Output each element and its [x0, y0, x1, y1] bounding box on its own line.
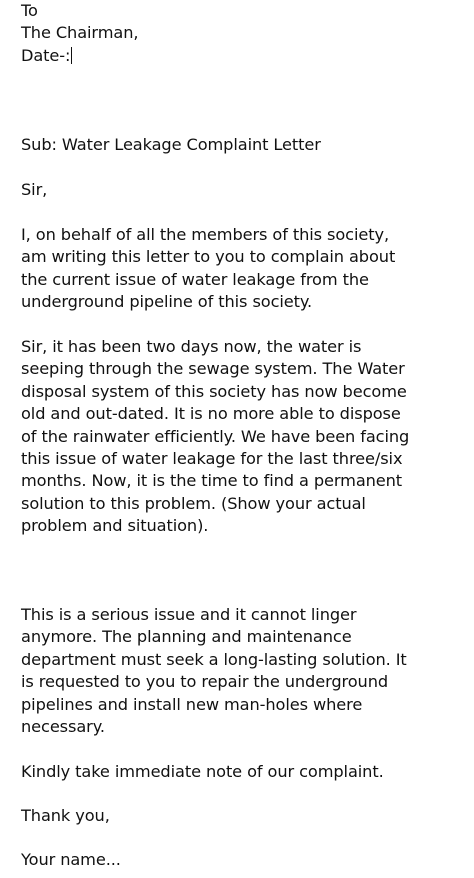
closing-request-text: Kindly take immediate note of our complaint. — [21, 762, 384, 781]
paragraph-2-line: seeping through the sewage system. The Water — [21, 359, 405, 379]
paragraph-3-line: anymore. The planning and maintenance — [21, 627, 352, 647]
address-date-line[interactable] — [21, 45, 466, 67]
text-cursor — [71, 47, 72, 64]
paragraph-3-line: is requested to you to repair the underground — [21, 672, 389, 692]
paragraph-2-line: Sir, it has been two days now, the water is — [21, 337, 362, 356]
paragraph-2-line: old and out-dated. It is no more able to dispose — [21, 404, 401, 424]
signature — [21, 849, 466, 871]
subject-line — [21, 134, 466, 156]
address-date: Date-: — [21, 45, 71, 65]
paragraph-2-line: disposal system of this society has now become — [21, 381, 407, 401]
closing-request — [21, 761, 466, 783]
paragraph-2-line: this issue of water leakage for the last three/six — [21, 449, 403, 469]
paragraph-3-line: necessary. — [21, 717, 105, 737]
paragraph-2-line: of the rainwater efficiently. We have been facing — [21, 426, 410, 446]
paragraph-3-line: pipelines and install new man-holes where — [21, 694, 363, 714]
subject-text: Sub: Water Leakage Complaint Letter — [21, 135, 321, 154]
paragraph-1 — [21, 224, 466, 314]
paragraph-3-line: department must seek a long-lasting solution. It — [21, 649, 407, 669]
paragraph-2-line: months. Now, it is the time to find a permanent — [21, 471, 403, 491]
sign-off-text: Thank you, — [21, 806, 110, 825]
paragraph-1-line: am writing this letter to you to complain about — [21, 247, 396, 267]
paragraph-3-line: This is a serious issue and it cannot linger — [21, 605, 357, 624]
paragraph-1-line: underground pipeline of this society. — [21, 292, 313, 312]
paragraph-1-line: I, on behalf of all the members of this society, — [21, 225, 390, 244]
sign-off — [21, 805, 466, 827]
paragraph-2 — [21, 336, 466, 538]
salutation — [21, 179, 466, 201]
paragraph-3 — [21, 604, 466, 738]
address-recipient: The Chairman, — [21, 23, 139, 43]
address-block — [21, 0, 466, 67]
paragraph-1-line: the current issue of water leakage from the — [21, 269, 369, 289]
signature-text: Your name... — [21, 850, 121, 869]
address-to: To — [21, 1, 38, 20]
paragraph-2-line: problem and situation). — [21, 516, 209, 536]
paragraph-2-line: solution to this problem. (Show your actual — [21, 493, 366, 513]
salutation-text: Sir, — [21, 180, 48, 199]
